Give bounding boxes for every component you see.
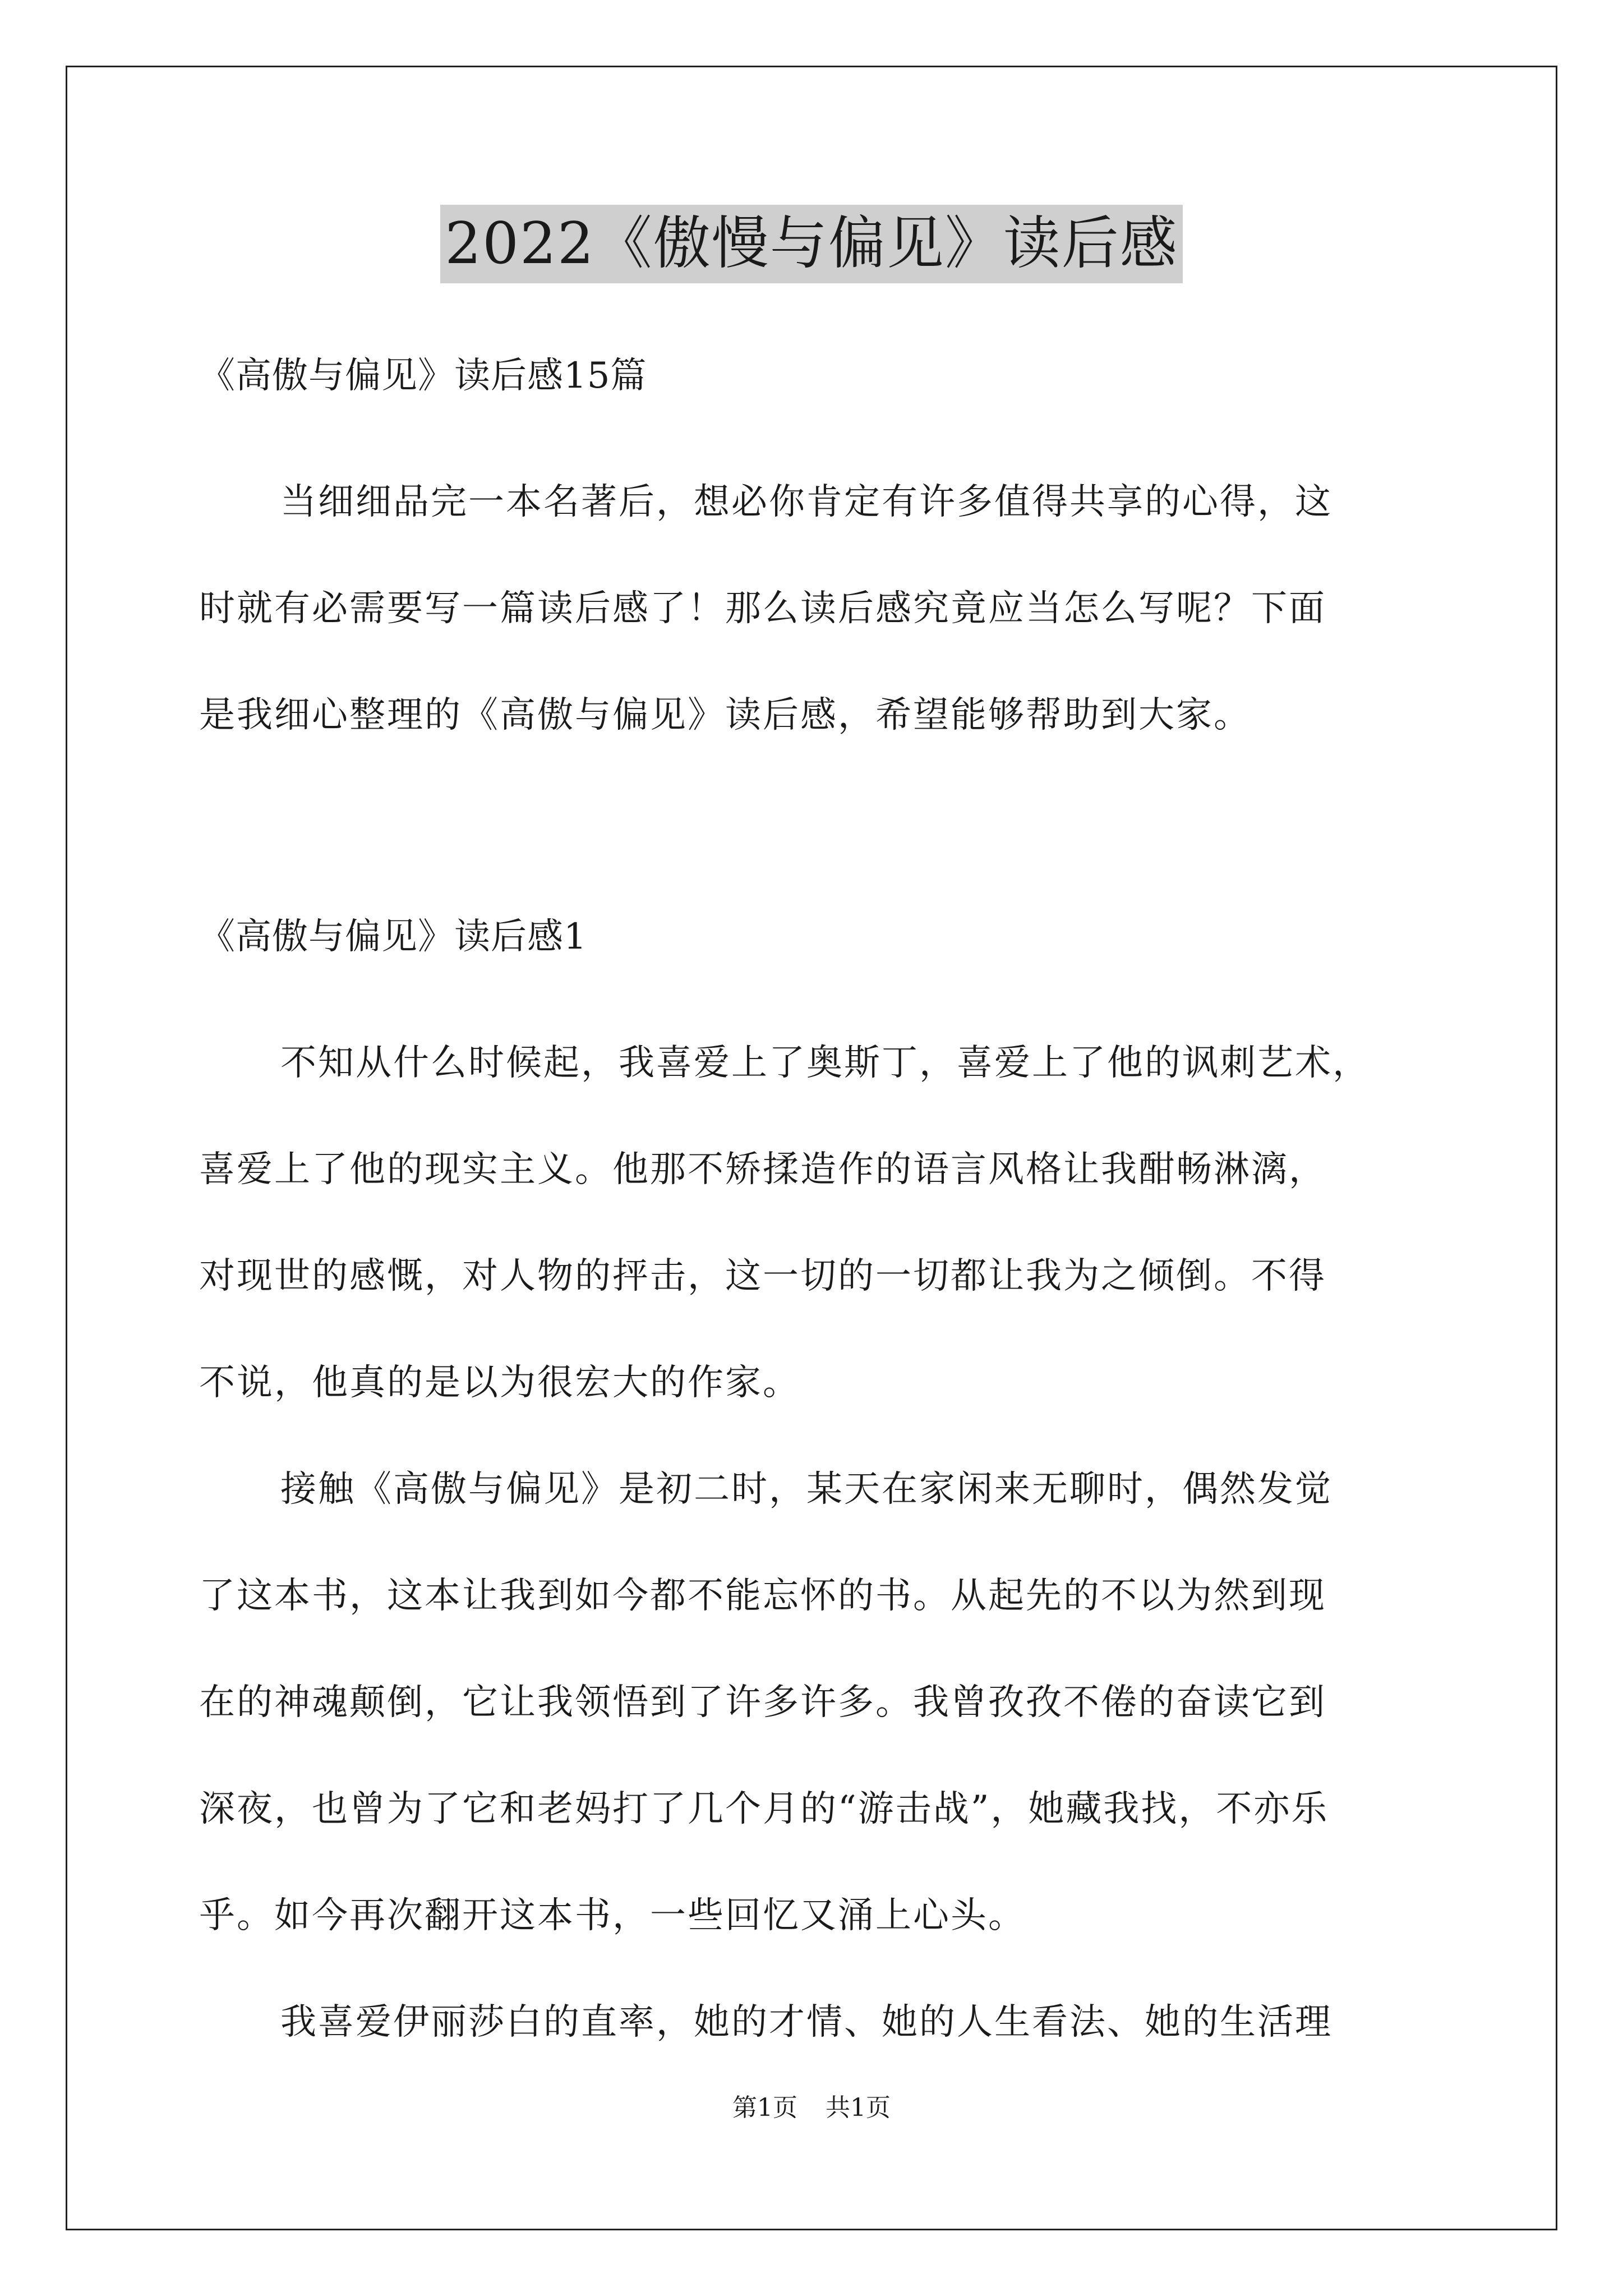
document-title: 2022《傲慢与偏见》读后感 (440, 205, 1183, 283)
intro-paragraph (199, 449, 1433, 769)
text-line: 了这本书，这本让我到如今都不能忘怀的书。从起先的不以为然到现 (199, 1575, 1326, 1617)
text-line: 喜爱上了他的现实主义。他那不矫揉造作的语言风格让我酣畅淋漓， (199, 1149, 1326, 1190)
text-line: 我喜爱伊丽莎白的直率，她的才情、她的人生看法、她的生活理 (280, 2001, 1332, 2043)
text-line: 不说，他真的是以为很宏大的作家。 (199, 1362, 800, 1404)
section-heading: 《高傲与偏见》读后感1 (199, 916, 587, 958)
text-line: 深夜，也曾为了它和老妈打了几个月的“游击战”，她藏我找，不亦乐 (199, 1788, 1329, 1830)
text-line: 对现世的感慨，对人物的抨击，这一切的一切都让我为之倾倒。不得 (199, 1255, 1326, 1297)
page-footer (0, 2091, 1623, 2125)
document-subtitle: 《高傲与偏见》读后感15篇 (199, 355, 647, 397)
text-line: 当细细品完一本名著后，想必你肯定有许多值得共享的心得，这 (280, 481, 1332, 523)
text-line: 是我细心整理的《高傲与偏见》读后感，希望能够帮助到大家。 (199, 694, 1251, 736)
paragraph-1 (199, 1010, 1433, 1436)
text-line: 在的神魂颠倒，它让我领悟到了许多许多。我曾孜孜不倦的奋读它到 (199, 1682, 1326, 1723)
title-wrap (0, 205, 1623, 283)
document-body (199, 348, 1433, 2076)
text-line: 接触《高傲与偏见》是初二时，某天在家闲来无聊时，偶然发觉 (280, 1469, 1332, 1510)
page-number-current: 第1页 (732, 2093, 797, 2122)
paragraph-2 (199, 1436, 1433, 1969)
paragraph-3 (199, 1969, 1433, 2076)
text-line: 乎。如今再次翻开这本书，一些回忆又涌上心头。 (199, 1895, 1026, 1936)
page-number-total: 共1页 (826, 2093, 891, 2122)
text-line: 不知从什么时候起，我喜爱上了奥斯丁，喜爱上了他的讽刺艺术， (280, 1042, 1370, 1084)
text-line: 时就有必需要写一篇读后感了！那么读后感究竟应当怎么写呢？下面 (199, 588, 1326, 629)
